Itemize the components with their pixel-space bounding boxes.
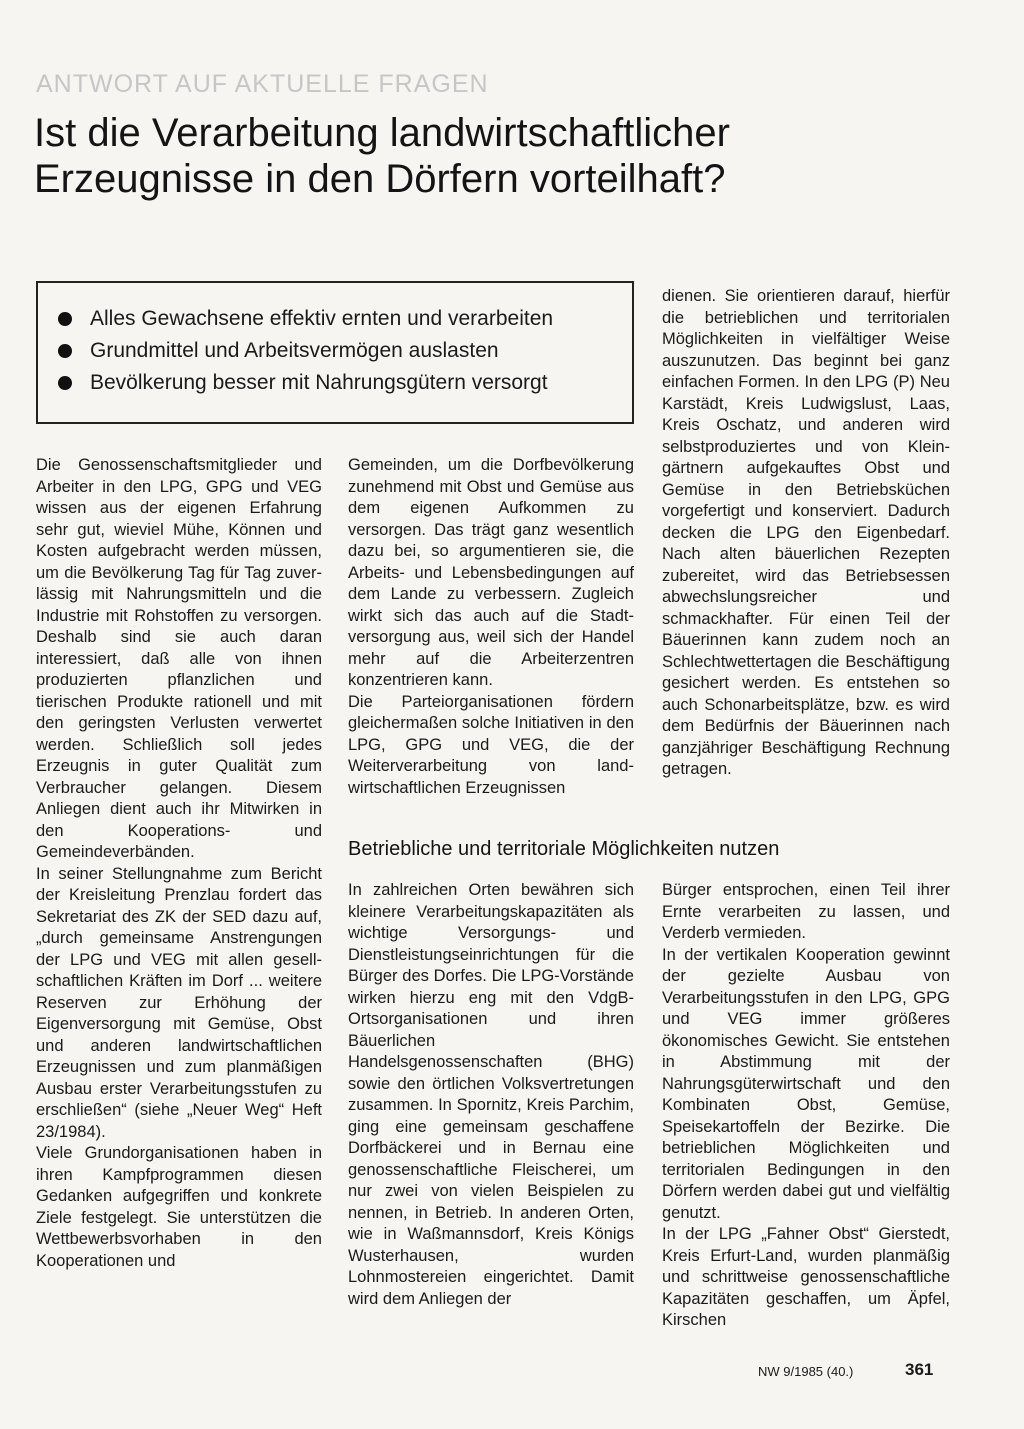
paragraph: In der vertikalen Kooperation gewinnt der gezielte Ausbau von Verarbeitungsstufen in den LPG, GPG und VEG immer größeres ökonomisches Gewicht. Sie entstehen in Abstimmung mit der Nahrungsgüterwirtschaft und den Kombinaten Obst, Gemüse, Speisekartoffeln der Bezirke. Die betrieblichen Möglichkeiten und territorialen Bedingungen in den Dörfern werden dabei gut und vielfältig genutzt. (662, 945, 950, 1222)
subheading: Betriebliche und territoriale Möglichkeiten nutzen (348, 838, 780, 860)
page-number: 361 (905, 1360, 934, 1379)
summary-box (36, 281, 634, 424)
summary-item-text: Alles Gewachsene effektiv ernten und verarbeiten (90, 307, 554, 330)
headline-line-2: Erzeugnisse in den Dörfern vorteilhaft? (34, 157, 726, 201)
summary-item (58, 303, 553, 335)
column-4 (348, 880, 634, 1310)
section-kicker: ANTWORT AUF AKTUELLE FRAGEN (36, 70, 489, 98)
paragraph: In zahlreichen Orten bewähren sich kleinere Verarbeitungskapazitäten als wichtige Versorgungs- und Dienstleistungseinrichtungen für die Bürger des Dorfes. Die LPG-Vorstände wirken hierzu eng mit den VdgB-Ortsorganisationen und ihren Bäuerlichen Handelsgenossenschaften (BHG) sowie den örtlichen Volksvertretungen zusammen. In Spornitz, Kreis Parchim, ging eine gemeinsam geschaffene Dorfbäckerei und in Bernau eine genossenschaftliche Fleischerei, um nur zwei von vielen Beispielen zu nennen, in Betrieb. In anderen Orten, wie in Waßmannsdorf, Kreis Königs Wusterhausen, wurden Lohnmostereien eingerichtet. Damit wird dem Anliegen der (348, 881, 634, 1308)
column-1 (36, 455, 322, 1272)
column-3 (662, 286, 950, 781)
paragraph: Viele Grundorganisationen haben in ihren Kampfprogrammen diesen Gedanken aufgegriffen und konkrete Ziele festgelegt. Sie unterstützen die Wettbewerbsvorhaben in den Kooperationen und (36, 1144, 322, 1270)
column-2 (348, 455, 634, 799)
summary-item (58, 335, 553, 367)
bullet-icon (58, 312, 72, 326)
journal-reference: NW 9/1985 (40.) (758, 1364, 854, 1379)
summary-item-text: Grundmittel und Arbeitsvermögen auslasten (90, 339, 499, 362)
paragraph: In der LPG „Fahner Obst“ Gierstedt, Kreis Erfurt-Land, wurden planmäßig und schrittweise genossenschaftliche Kapazitäten geschaffen, um Äpfel, Kirschen (662, 1225, 950, 1329)
summary-item (58, 367, 553, 399)
paragraph: Bürger entsprochen, einen Teil ihrer Ernte verarbeiten zu lassen, und Verderb vermieden. (662, 881, 950, 942)
paragraph: dienen. Sie orientieren darauf, hierfür die betrieblichen und territorialen Möglichkeiten in vielfältiger Weise auszunutzen. Das beginnt bei ganz einfachen Formen. In den LPG (P) Neu Karstädt, Kreis Ludwigslust, Laas, Kreis Oschatz, und anderen wird selbstproduziertes und von Kleingärtnern aufgekauftes Obst und Gemüse in den Betriebsküchen vorgefertigt und konserviert. Dadurch decken die LPG den Eigenbedarf. Nach alten bäuerlichen Rezepten zubereitet, wird das Betriebsessen abwechslungsreicher und schmackhafter. Für einen Teil der Bäuerinnen kann zudem noch an Schlechtwettertagen die Beschäftigung gesichert werden. Es entstehen so auch Schonarbeitsplätze, bzw. es wird dem Bedürfnis der Bäuerinnen nach ganzjähriger Beschäftigung Rechnung getragen. (662, 287, 950, 778)
headline-line-1: Ist die Verarbeitung landwirtschaftlicher (34, 111, 730, 155)
paragraph: Die Parteiorganisationen fördern gleichermaßen solche Initiativen in den LPG, GPG und VEG, die der Weiterverarbeitung von landwirtschaftlichen Erzeugnissen (348, 692, 634, 797)
paragraph: Gemeinden, um die Dorfbevölkerung zunehmend mit Obst und Gemüse aus dem eigenen Aufkommen zu versorgen. Das trägt ganz wesentlich dazu bei, so argumentieren sie, die Arbeits- und Lebensbedingungen auf dem Lande zu verbessern. Zugleich wirkt sich das auch auf die Stadtversorgung aus, weil sich der Handel mehr auf die Arbeiterzentren konzentrieren kann. (348, 456, 634, 689)
paragraph: In seiner Stellungnahme zum Bericht der Kreisleitung Prenzlau fordert das Sekretariat des ZK der SED dazu auf, „durch gemeinsame Anstrengungen der LPG und VEG mit allen gesellschaftlichen Kräften im Dorf ... weitere Reserven zur Erhöhung der Eigenversorgung mit Gemüse, Obst und anderen landwirtschaftlichen Erzeugnissen und zum planmäßigen Ausbau erster Verarbeitungsstufen zu erschließen“ (siehe „Neuer Weg“ Heft 23/1984). (36, 864, 322, 1141)
bullet-icon (58, 344, 72, 358)
summary-list (58, 303, 553, 399)
summary-item-text: Bevölkerung besser mit Nahrungsgütern versorgt (90, 371, 548, 394)
column-5 (662, 880, 950, 1332)
headline (34, 110, 974, 202)
bullet-icon (58, 376, 72, 390)
paragraph: Die Genossenschaftsmitglieder und Arbeiter in den LPG, GPG und VEG wissen aus der eigenen Erfahrung sehr gut, wieviel Mühe, Können und Kosten aufgebracht werden müssen, um die Bevölkerung Tag für Tag zuverlässig mit Nahrungsmitteln und die Industrie mit Rohstoffen zu versorgen. Deshalb sind sie auch daran interessiert, daß alle von ihnen produzierten pflanzlichen und tierischen Produkte rationell und mit den geringsten Verlusten verwertet werden. Schließlich soll jedes Erzeugnis in guter Qualität zum Verbraucher gelangen. Diesem Anliegen dient auch ihr Mitwirken in den Kooperations- und Gemeindeverbänden. (36, 456, 322, 861)
